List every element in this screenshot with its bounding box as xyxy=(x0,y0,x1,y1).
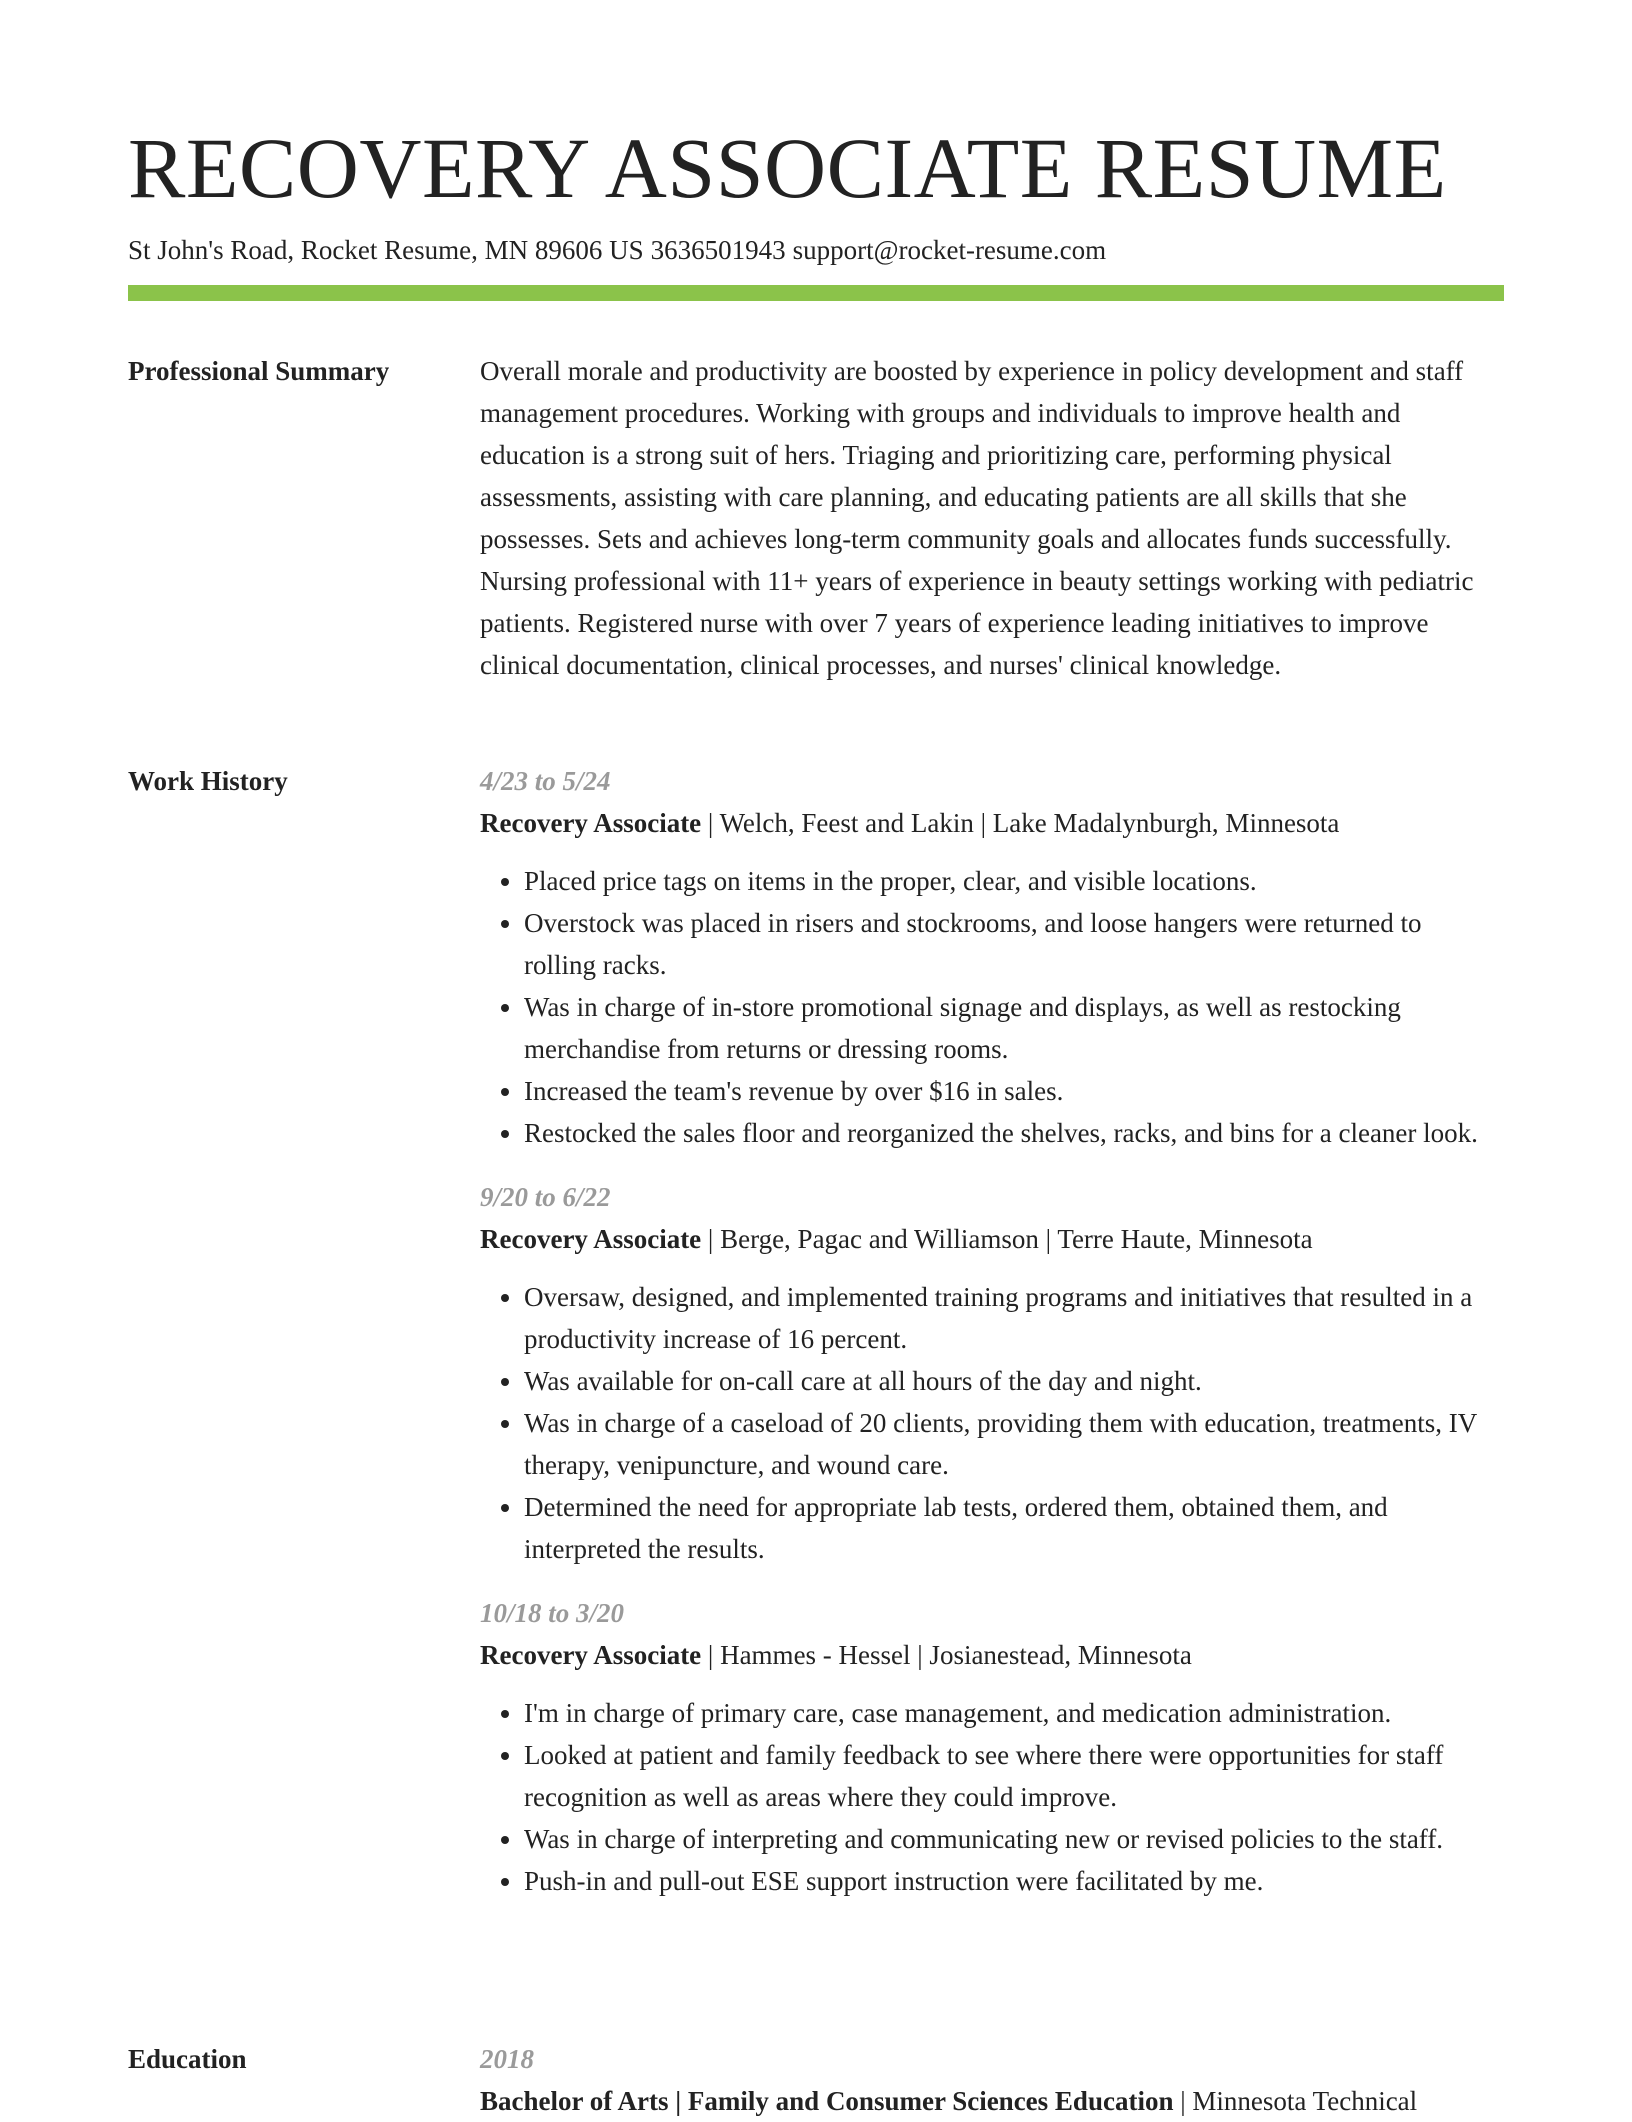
contact-address: St John's Road, Rocket Resume, MN 89606 US xyxy=(128,235,644,265)
job-title-line xyxy=(480,1634,1504,1676)
job-title-line xyxy=(480,1218,1504,1260)
job-bullet: • Placed price tags on items in the proper, clear, and visible locations. xyxy=(524,860,1504,902)
education-year: 2018 xyxy=(480,2044,534,2074)
job-dates: 9/20 to 6/22 xyxy=(480,1182,611,1212)
education-degree-line xyxy=(480,2080,1504,2122)
job-bullet: • Determined the need for appropriate lab tests, ordered them, obtained them, and interpreted the results. xyxy=(524,1486,1504,1570)
section-label-summary: Professional Summary xyxy=(128,356,390,386)
job-entry xyxy=(480,760,1504,1154)
job-title: Recovery Associate xyxy=(480,1224,702,1254)
accent-divider xyxy=(128,285,1504,301)
job-bullet: • Was in charge of in-store promotional signage and displays, as well as restocking merchandise from returns or dressing rooms. xyxy=(524,986,1504,1070)
job-title: Recovery Associate xyxy=(480,808,702,838)
job-title-line xyxy=(480,802,1504,844)
contact-email: support@rocket-resume.com xyxy=(792,235,1107,265)
job-bullets xyxy=(480,1692,1504,1902)
job-dates: 10/18 to 3/20 xyxy=(480,1598,625,1628)
contact-line xyxy=(128,232,1106,268)
work-history-body xyxy=(480,760,1504,1924)
education-school: | Minnesota Technical xyxy=(1173,2086,1418,2116)
section-label-education: Education xyxy=(128,2044,247,2074)
job-bullet: • Oversaw, designed, and implemented training programs and initiatives that resulted in a productivity increase of 16 percent. xyxy=(524,1276,1504,1360)
section-label-work-history: Work History xyxy=(128,766,288,796)
contact-phone: 3636501943 xyxy=(650,235,786,265)
job-bullet: • Increased the team's revenue by over $16 in sales. xyxy=(524,1070,1504,1112)
job-dates: 4/23 to 5/24 xyxy=(480,766,611,796)
job-bullet: • Push-in and pull-out ESE support instruction were facilitated by me. xyxy=(524,1860,1504,1902)
job-employer-location: | Hammes - Hessel | Josianestead, Minnesota xyxy=(701,1640,1192,1670)
resume-title: RECOVERY ASSOCIATE RESUME xyxy=(128,120,1447,216)
job-bullet: • Overstock was placed in risers and stockrooms, and loose hangers were returned to rolling racks. xyxy=(524,902,1504,986)
job-entry xyxy=(480,1592,1504,1902)
education-body xyxy=(480,2038,1504,2122)
job-bullet: • Was in charge of a caseload of 20 clients, providing them with education, treatments, IV therapy, venipuncture, and wound care. xyxy=(524,1402,1504,1486)
job-bullet: • Looked at patient and family feedback to see where there were opportunities for staff recognition as well as areas where they could improve. xyxy=(524,1734,1504,1818)
job-entry xyxy=(480,1176,1504,1570)
job-bullet: • Restocked the sales floor and reorganized the shelves, racks, and bins for a cleaner look. xyxy=(524,1112,1504,1154)
job-bullet: • Was in charge of interpreting and communicating new or revised policies to the staff. xyxy=(524,1818,1504,1860)
education-degree: Bachelor of Arts | Family and Consumer Sciences Education xyxy=(480,2086,1174,2116)
summary-body xyxy=(480,350,1504,686)
job-employer-location: | Welch, Feest and Lakin | Lake Madalynburgh, Minnesota xyxy=(701,808,1340,838)
job-employer-location: | Berge, Pagac and Williamson | Terre Haute, Minnesota xyxy=(701,1224,1313,1254)
job-bullet: • Was available for on-call care at all hours of the day and night. xyxy=(524,1360,1504,1402)
job-bullet: • I'm in charge of primary care, case management, and medication administration. xyxy=(524,1692,1504,1734)
job-title: Recovery Associate xyxy=(480,1640,702,1670)
summary-text: Overall morale and productivity are boosted by experience in policy development and staff management procedures. Working with groups and individuals to improve health and education is a strong suit of hers. Triaging and prioritizing care, performing physical assessments, assisting with care planning, and educating patients are all skills that she possesses. Sets and achieves long-term community goals and allocates funds successfully. Nursing professional with 11+ years of experience in beauty settings working with pediatric patients. Registered nurse with over 7 years of experience leading initiatives to improve clinical documentation, clinical processes, and nurses' clinical knowledge. xyxy=(480,356,1474,680)
job-bullets xyxy=(480,1276,1504,1570)
job-bullets xyxy=(480,860,1504,1154)
